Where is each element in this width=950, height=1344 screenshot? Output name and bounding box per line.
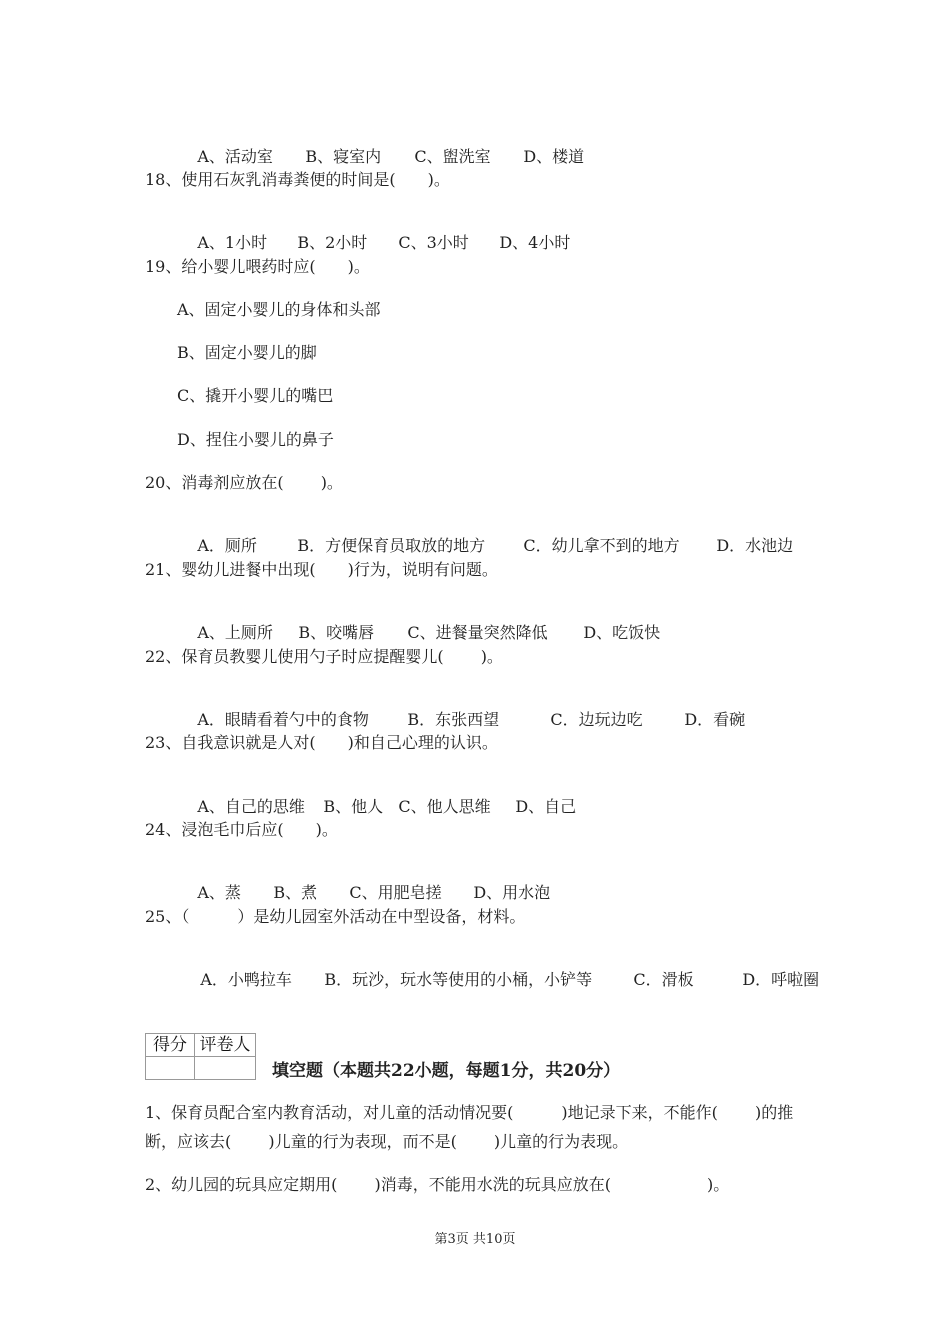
option-c: C．边玩边吃	[550, 710, 643, 729]
option-c: C、进餐量突然降低	[407, 623, 548, 642]
option-d: D、吃饭快	[583, 623, 661, 642]
option-a: A、1小时	[197, 233, 268, 252]
grader-label: 评卷人	[195, 1034, 256, 1057]
option-d: D、自己	[515, 797, 577, 816]
option-c: C、3小时	[398, 233, 469, 252]
option-d: D、楼道	[523, 147, 585, 166]
q19-option-d: D、捏住小婴儿的鼻子	[177, 430, 334, 449]
q19-option-b: B、固定小婴儿的脚	[177, 343, 317, 362]
grader-cell[interactable]	[195, 1057, 256, 1080]
option-b: B、煮	[273, 883, 318, 902]
question-20: 20、消毒剂应放在( )。	[145, 473, 343, 492]
question-23: 23、自我意识就是人对( )和自己心理的认识。	[145, 733, 498, 752]
option-a: A．小鸭拉车	[200, 970, 292, 989]
fill-question-2: 2、幼儿园的玩具应定期用( )消毒，不能用水洗的玩具应放在( )。	[145, 1175, 730, 1194]
question-24: 24、浸泡毛巾后应( )。	[145, 820, 338, 839]
option-b: B．玩沙，玩水等使用的小桶，小铲等	[324, 970, 593, 989]
q19-option-c: C、撬开小婴儿的嘴巴	[177, 386, 334, 405]
q25-options	[180, 950, 819, 1010]
option-c: C、用肥皂搓	[349, 883, 442, 902]
option-a: A．眼睛看着勺中的食物	[197, 710, 369, 729]
option-b: B．东张西望	[407, 710, 500, 729]
option-d: D．水池边	[716, 536, 794, 555]
question-22: 22、保育员教婴儿使用勺子时应提醒婴儿( )。	[145, 647, 503, 666]
question-25: 25、（ ）是幼儿园室外活动在中型设备，材料。	[145, 907, 526, 926]
option-a: A、上厕所	[197, 623, 273, 642]
option-c: C、盥洗室	[414, 147, 491, 166]
q19-option-a: A、固定小婴儿的身体和头部	[177, 300, 381, 319]
score-cell[interactable]	[146, 1057, 195, 1080]
option-c: C．滑板	[633, 970, 694, 989]
score-label: 得分	[146, 1034, 195, 1057]
option-a: A、蒸	[197, 883, 241, 902]
question-19: 19、给小婴儿喂药时应( )。	[145, 257, 370, 276]
option-d: D．看碗	[684, 710, 746, 729]
option-a: A、自己的思维	[197, 797, 305, 816]
page-footer: 第3页 共10页	[434, 1232, 516, 1247]
score-table	[145, 1033, 256, 1080]
option-d: D、用水泡	[473, 883, 551, 902]
option-a: A、活动室	[197, 147, 273, 166]
question-18: 18、使用石灰乳消毒粪便的时间是( )。	[145, 170, 450, 189]
option-d: D、4小时	[499, 233, 571, 252]
option-b: B、他人	[323, 797, 384, 816]
option-d: D．呼啦圈	[742, 970, 820, 989]
option-b: B、寝室内	[305, 147, 382, 166]
section-title: 填空题（本题共22小题，每题1分，共20分）	[272, 1061, 621, 1081]
option-c: C、他人思维	[398, 797, 491, 816]
option-c: C．幼儿拿不到的地方	[523, 536, 680, 555]
fill-question-1-line1: 1、保育员配合室内教育活动，对儿童的活动情况要( )地记录下来，不能作( )的推	[145, 1103, 794, 1122]
question-21: 21、婴幼儿进餐中出现( )行为，说明有问题。	[145, 560, 498, 579]
fill-question-1-line2: 断，应该去( )儿童的行为表现，而不是( )儿童的行为表现。	[145, 1132, 629, 1151]
option-a: A．厕所	[197, 536, 257, 555]
option-b: B、2小时	[297, 233, 368, 252]
option-b: B．方便保育员取放的地方	[297, 536, 486, 555]
option-b: B、咬嘴唇	[298, 623, 375, 642]
